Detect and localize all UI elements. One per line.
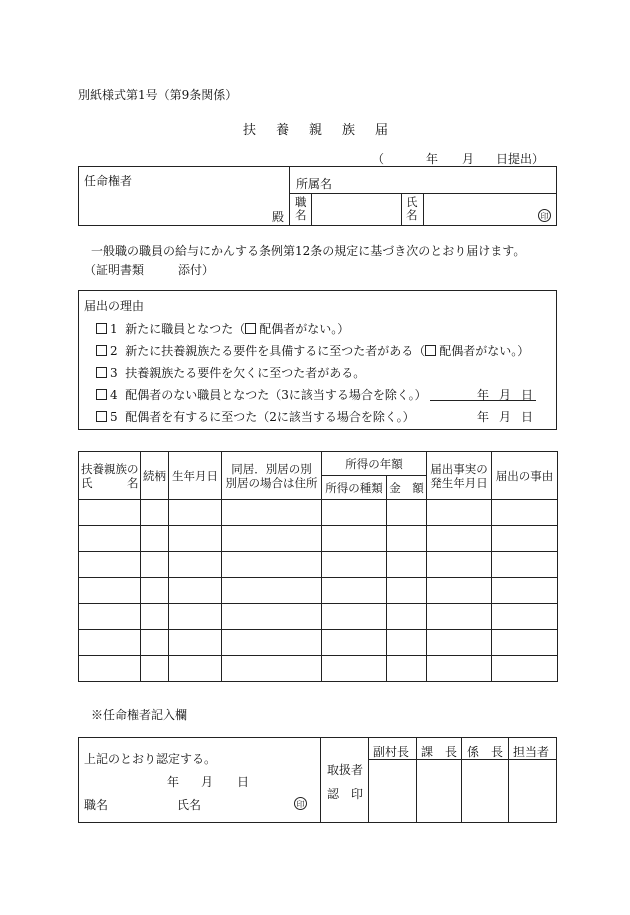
approver-subsection-chief: 係 長 xyxy=(467,745,504,759)
certify-text: 上記のとおり認定する。 xyxy=(84,752,217,766)
table-cell[interactable] xyxy=(141,526,169,552)
table-cell[interactable] xyxy=(141,552,169,578)
col-header-income: 所得の年額 xyxy=(322,452,427,476)
reason-item: 2 新たに扶養親族たる要件を具備するに至つた者がある（ 配偶者がない。） xyxy=(96,342,529,359)
intro-text: 一般職の職員の給与にかんする条例第12条の規定に基づき次のとおり届けます。 xyxy=(91,244,526,258)
col-header-reason: 届出の事由 xyxy=(492,452,558,500)
approval-label: 認 印 xyxy=(327,787,364,801)
table-cell[interactable] xyxy=(169,604,222,630)
table-cell[interactable] xyxy=(387,552,427,578)
name-label: 氏 名 xyxy=(406,195,418,222)
table-cell[interactable] xyxy=(322,656,387,682)
table-cell[interactable] xyxy=(169,552,222,578)
reason-checkbox[interactable] xyxy=(96,323,107,334)
table-cell[interactable] xyxy=(222,578,322,604)
table-cell[interactable] xyxy=(222,552,322,578)
table-cell[interactable] xyxy=(387,630,427,656)
table-row xyxy=(79,578,558,604)
table-cell[interactable] xyxy=(169,500,222,526)
table-row xyxy=(79,656,558,682)
table-cell[interactable] xyxy=(222,526,322,552)
table-cell[interactable] xyxy=(222,500,322,526)
attachment-suffix: 添付） xyxy=(178,263,215,277)
seal-icon: 印 xyxy=(294,797,307,810)
table-cell[interactable] xyxy=(322,578,387,604)
approver-section-chief: 課 長 xyxy=(421,745,458,759)
col-header-address: 同居．別居の別 別居の場合は住所 xyxy=(222,452,322,500)
reason4-day: 日 xyxy=(521,388,534,402)
table-cell[interactable] xyxy=(141,656,169,682)
table-cell[interactable] xyxy=(79,526,141,552)
table-cell[interactable] xyxy=(222,604,322,630)
table-row xyxy=(79,630,558,656)
table-cell[interactable] xyxy=(79,656,141,682)
table-row xyxy=(79,604,558,630)
submit-day: 日提出） xyxy=(496,152,545,166)
certify-year: 年 xyxy=(167,775,180,789)
table-cell[interactable] xyxy=(79,552,141,578)
job-label: 職 名 xyxy=(295,195,307,222)
table-cell[interactable] xyxy=(387,578,427,604)
table-cell[interactable] xyxy=(141,500,169,526)
col-header-relation: 続柄 xyxy=(141,452,169,500)
table-cell[interactable] xyxy=(427,526,492,552)
reason5-day: 日 xyxy=(521,410,534,424)
table-cell[interactable] xyxy=(322,500,387,526)
table-cell[interactable] xyxy=(427,656,492,682)
table-cell[interactable] xyxy=(492,526,558,552)
col-header-amount: 金 額 xyxy=(387,476,427,500)
table-cell[interactable] xyxy=(427,604,492,630)
table-cell[interactable] xyxy=(141,630,169,656)
reason-checkbox[interactable] xyxy=(96,367,107,378)
form-number: 別紙様式第1号（第9条関係） xyxy=(78,88,238,102)
table-cell[interactable] xyxy=(169,656,222,682)
reason-item: 4 配偶者のない職員となつた（3に該当する場合を除く。） xyxy=(96,386,427,403)
table-cell[interactable] xyxy=(322,604,387,630)
seal-icon: 印 xyxy=(538,209,551,222)
attachment-label: （証明書類 xyxy=(84,263,145,277)
table-cell[interactable] xyxy=(79,500,141,526)
table-cell[interactable] xyxy=(322,526,387,552)
table-cell[interactable] xyxy=(169,630,222,656)
no-spouse-checkbox[interactable] xyxy=(245,323,256,334)
reason4-year: 年 xyxy=(477,388,490,402)
submit-month: 月 xyxy=(462,152,475,166)
certify-day: 日 xyxy=(237,775,250,789)
table-cell[interactable] xyxy=(387,604,427,630)
approver-staff: 担当者 xyxy=(513,745,550,759)
table-cell[interactable] xyxy=(492,578,558,604)
table-row xyxy=(79,500,558,526)
submit-date-open: （ xyxy=(372,152,385,166)
honorific: 殿 xyxy=(272,210,285,224)
table-cell[interactable] xyxy=(79,630,141,656)
affiliation-label: 所属名 xyxy=(296,177,333,191)
table-cell[interactable] xyxy=(141,604,169,630)
reason-item: 5 配偶者を有するに至つた（2に該当する場合を除く。） xyxy=(96,408,415,425)
approver-vice-mayor: 副村長 xyxy=(373,745,410,759)
handler-label: 取扱者 xyxy=(327,763,364,777)
appointer-label: 任命権者 xyxy=(84,174,133,188)
col-header-birth: 生年月日 xyxy=(169,452,222,500)
reason5-month: 月 xyxy=(499,410,512,424)
submit-year: 年 xyxy=(426,152,439,166)
table-cell[interactable] xyxy=(492,604,558,630)
table-cell[interactable] xyxy=(141,578,169,604)
table-row xyxy=(79,552,558,578)
table-cell[interactable] xyxy=(79,604,141,630)
table-cell[interactable] xyxy=(322,552,387,578)
table-cell[interactable] xyxy=(492,500,558,526)
table-cell[interactable] xyxy=(492,630,558,656)
table-cell[interactable] xyxy=(427,578,492,604)
col-header-name: 扶養親族の 氏 名 xyxy=(79,452,141,500)
reason-checkbox[interactable] xyxy=(96,345,107,356)
table-row xyxy=(79,526,558,552)
table-cell[interactable] xyxy=(322,630,387,656)
table-cell[interactable] xyxy=(492,552,558,578)
reasons-heading: 届出の理由 xyxy=(84,299,145,313)
reason5-year: 年 xyxy=(477,410,490,424)
no-spouse-checkbox[interactable] xyxy=(425,345,436,356)
col-header-income-type: 所得の種類 xyxy=(322,476,387,500)
table-cell[interactable] xyxy=(169,526,222,552)
reason-checkbox[interactable] xyxy=(96,411,107,422)
certify-month: 月 xyxy=(201,775,214,789)
reason-checkbox[interactable] xyxy=(96,389,107,400)
col-header-event-date: 届出事実の 発生年月日 xyxy=(427,452,492,500)
table-cell[interactable] xyxy=(222,656,322,682)
table-cell[interactable] xyxy=(492,656,558,682)
certify-job-label: 職名 xyxy=(84,798,109,812)
reason4-month: 月 xyxy=(499,388,512,402)
table-cell[interactable] xyxy=(222,630,322,656)
table-cell[interactable] xyxy=(427,552,492,578)
form-title: 扶養親族届 xyxy=(243,123,409,138)
table-cell[interactable] xyxy=(79,578,141,604)
table-cell[interactable] xyxy=(427,630,492,656)
appointer-section-heading: ※任命権者記入欄 xyxy=(91,708,188,722)
table-cell[interactable] xyxy=(387,526,427,552)
table-cell[interactable] xyxy=(169,578,222,604)
table-cell[interactable] xyxy=(427,500,492,526)
table-cell[interactable] xyxy=(387,656,427,682)
reason-item: 1 新たに職員となつた（ 配偶者がない。） xyxy=(96,320,349,337)
certify-name-label: 氏名 xyxy=(177,798,202,812)
reason-item: 3 扶養親族たる要件を欠くに至つた者がある。 xyxy=(96,364,365,381)
table-cell[interactable] xyxy=(387,500,427,526)
dependents-table xyxy=(78,451,558,682)
